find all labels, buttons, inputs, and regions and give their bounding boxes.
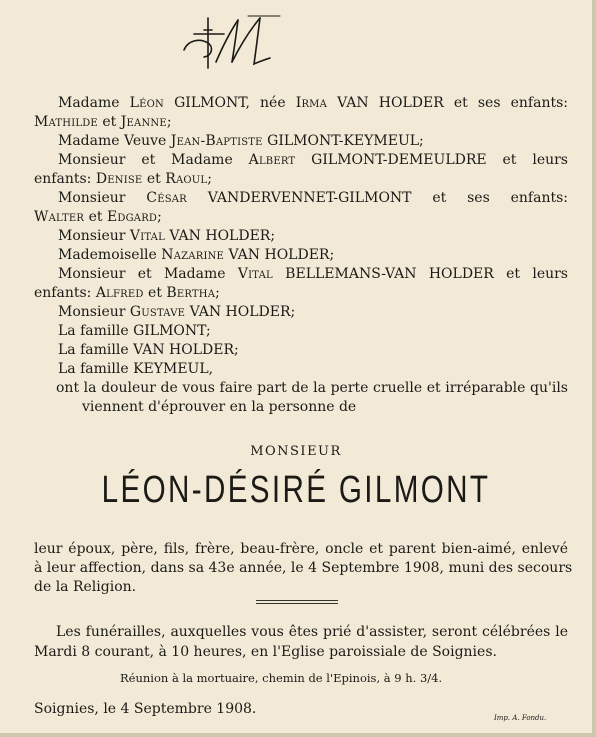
- family-line: [58, 132, 568, 151]
- family-line-part: VAN HOLDER;: [164, 228, 276, 244]
- family-line-part: Mathilde: [34, 114, 98, 130]
- family-line-part: La famille VAN HOLDER;: [58, 342, 239, 358]
- family-line-part: et: [143, 285, 167, 301]
- family-line-part: VAN HOLDER et ses enfants:: [327, 95, 568, 111]
- family-line: [58, 246, 568, 265]
- family-line-part: et: [84, 209, 107, 225]
- family-line-part: et: [97, 114, 121, 130]
- family-line-part: César: [146, 190, 187, 206]
- family-line-part: enfants:: [34, 285, 96, 301]
- family-line-part: VAN HOLDER;: [224, 247, 335, 263]
- family-line-part: Léon: [129, 95, 165, 111]
- family-line: [58, 303, 568, 322]
- family-line-part: Denise: [95, 171, 143, 187]
- family-line-part: Walter: [34, 209, 85, 225]
- family-line: [58, 94, 568, 113]
- family-line: [56, 379, 568, 398]
- family-line-part: Raoul: [165, 171, 208, 187]
- family-line-part: Vital: [237, 266, 273, 282]
- family-line-part: ;: [215, 285, 220, 301]
- family-line: [58, 322, 568, 341]
- family-line: [34, 170, 568, 189]
- funeral-line: Les funérailles, auxquelles vous êtes prié d'assister, seront célébrées le: [56, 624, 568, 640]
- family-line-part: Edgard: [106, 209, 158, 225]
- family-line-part: Monsieur: [58, 190, 147, 206]
- family-line-part: viennent d'éprouver en la personne de: [82, 399, 357, 415]
- family-list: [34, 94, 568, 417]
- family-line: [58, 189, 568, 208]
- family-line-part: GILMONT-KEYMEUL;: [262, 133, 424, 149]
- family-line-part: Jean-Baptiste: [170, 133, 263, 149]
- family-line-part: VANDERVENNET-GILMONT et ses enfants:: [186, 190, 568, 206]
- family-line-part: Albert: [248, 152, 296, 168]
- family-line-part: La famille GILMONT;: [58, 323, 211, 339]
- family-line: [34, 208, 568, 227]
- family-line-part: BELLEMANS-VAN HOLDER et leurs: [272, 266, 568, 282]
- family-line-part: Madame: [58, 95, 130, 111]
- family-line-part: ;: [157, 209, 162, 225]
- family-line: [58, 151, 568, 170]
- family-line-part: Monsieur: [58, 304, 130, 320]
- family-line: [58, 360, 568, 379]
- family-line-part: GILMONT-DEMEULDRE et leurs: [295, 152, 568, 168]
- family-line-part: Madame Veuve: [58, 133, 171, 149]
- reunion-note: Réunion à la mortuaire, chemin de l'Epinois, à 9 h. 3/4.: [120, 671, 443, 685]
- family-line-part: Monsieur: [58, 228, 130, 244]
- funeral-paragraph: [34, 622, 568, 662]
- family-line-part: ;: [166, 114, 172, 130]
- family-line: [58, 265, 568, 284]
- family-line: [58, 227, 568, 246]
- deceased-name: LÉON-DÉSIRÉ GILMONT: [101, 469, 491, 511]
- announcement-line: à leur affection, dans sa 43e année, le 4 Septembre 1908, muni des secours: [34, 560, 573, 576]
- family-line-part: Mademoiselle: [58, 247, 162, 263]
- death-announcement-paragraph: [34, 540, 573, 597]
- family-line-part: Monsieur et Madame: [58, 152, 249, 168]
- family-line-part: Alfred: [95, 285, 144, 301]
- family-line: [34, 113, 568, 132]
- family-line-part: Nazarine: [161, 247, 225, 263]
- family-line-part: ;: [207, 171, 212, 187]
- family-line-part: ont la douleur de vous faire part de la perte cruelle et irréparable qu'ils: [56, 380, 568, 396]
- family-line-part: Gustave: [129, 304, 186, 320]
- family-line-part: La famille KEYMEUL,: [58, 361, 214, 377]
- family-line-part: Monsieur et Madame: [58, 266, 238, 282]
- deceased-title-small: MONSIEUR: [250, 444, 342, 459]
- family-line: [58, 341, 568, 360]
- announcement-line: de la Religion.: [34, 579, 137, 595]
- family-line-part: GILMONT, née: [164, 95, 296, 111]
- family-line-part: Jeanne: [120, 114, 167, 130]
- family-line-part: enfants:: [34, 171, 96, 187]
- family-line: [58, 398, 568, 417]
- date-line: Soignies, le 4 Septembre 1908.: [34, 701, 257, 717]
- family-line-part: Irma: [295, 95, 328, 111]
- family-line-part: VAN HOLDER;: [185, 304, 296, 320]
- funeral-line: Mardi 8 courant, à 10 heures, en l'Eglise paroissiale de Soignies.: [34, 644, 497, 660]
- divider-rule: [256, 600, 338, 604]
- family-line: [34, 284, 568, 303]
- family-line-part: Bertha: [166, 285, 216, 301]
- printer-mark: Imp. A. Fondu.: [494, 714, 547, 722]
- announcement-line: leur époux, père, fils, frère, beau-frère, oncle et parent bien-aimé, enlevé: [34, 541, 568, 557]
- family-line-part: Vital: [129, 228, 165, 244]
- cross-monogram-icon: [178, 10, 288, 72]
- family-line-part: et: [142, 171, 166, 187]
